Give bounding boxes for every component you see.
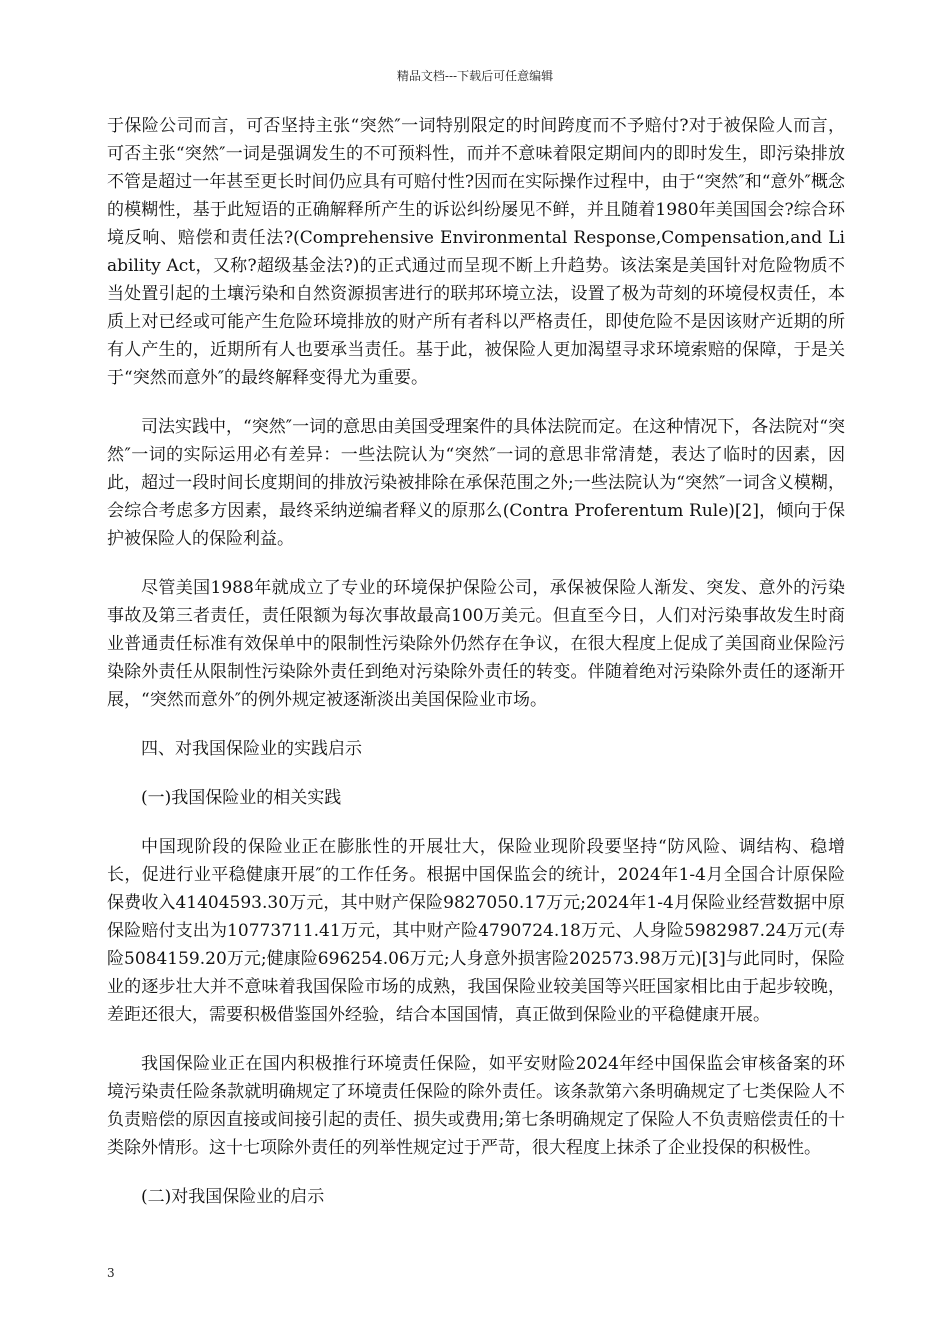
- document-body: [107, 112, 845, 1232]
- subheading-implications: (二)对我国保险业的启示: [141, 1187, 325, 1207]
- page-header: 精品文档---下载后可任意编辑: [396, 69, 554, 83]
- page-number: 3: [107, 1266, 115, 1280]
- paragraph-us-insurance: 尽管美国1988年就成立了专业的环境保护保险公司，承保被保险人渐发、突发、意外的污染事故及第三者责任，责任限额为每次事故最高100万美元。但直至今日，人们对污染事故发生时商业普通责任标准有效保单中的限制性污染除外仍然存在争议，在很大程度上促成了美国商业保险污染除外责任从限制性污染除外责任到绝对污染除外责任的转变。伴随着绝对污染除外责任的逐渐开展，“突然而意外″的例外规定被逐渐淡出美国保险业市场。: [107, 578, 845, 710]
- paragraph-continuation: 于保险公司而言，可否坚持主张“突然″一词特别限定的时间跨度而不予赔付?对于被保险人而言，可否主张“突然″一词是强调发生的不可预料性，而并不意味着限定期间内的即时发生，即污染排放不管是超过一年甚至更长时间仍应具有可赔付性?因而在实际操作过程中，由于“突然″和“意外″概念的模糊性，基于此短语的正确解释所产生的诉讼纠纷屡见不鲜，并且随着1980年美国国会?综合环境反响、赔偿和责任法?(Comprehensive Environmental Response,Compensation,and Liability Act，又称?超级基金法?)的正式通过而呈现不断上升趋势。该法案是美国针对危险物质不当处置引起的土壤污染和自然资源损害进行的联邦环境立法，设置了极为苛刻的环境侵权责任，本质上对已经或可能产生危险环境排放的财产所有者科以严格责任，即使危险不是因该财产近期的所有人产生的，近期所有人也要承当责任。基于此，被保险人更加渴望寻求环境索赔的保障，于是关于“突然而意外″的最终解释变得尤为重要。: [107, 116, 845, 388]
- subheading-practice: (一)我国保险业的相关实践: [141, 788, 342, 808]
- paragraph-environmental-liability: 我国保险业正在国内积极推行环境责任保险，如平安财险2024年经中国保监会审核备案的环境污染责任险条款就明确规定了环境责任保险的除外责任。该条款第六条明确规定了七类保险人不负责赔偿的原因直接或间接引起的责任、损失或费用;第七条明确规定了保险人不负责赔偿责任的十类除外情形。这十七项除外责任的列举性规定过于严苛，很大程度上抹杀了企业投保的积极性。: [107, 1054, 845, 1158]
- paragraph-china-insurance: 中国现阶段的保险业正在膨胀性的开展壮大，保险业现阶段要坚持“防风险、调结构、稳增长，促进行业平稳健康开展″的工作任务。根据中国保监会的统计，2024年1-4月全国合计原保险保费收入41404593.30万元，其中财产保险9827050.17万元;2024年1-4月保险业经营数据中原保险赔付支出为10773711.41万元，其中财产险4790724.18万元、人身险5982987.24万元(寿险5084159.20万元;健康险696254.06万元;人身意外损害险202573.98万元)[3]与此同时，保险业的逐步壮大并不意味着我国保险市场的成熟，我国保险业较美国等兴旺国家相比由于起步较晚，差距还很大，需要积极借鉴国外经验，结合本国国情，真正做到保险业的平稳健康开展。: [107, 837, 845, 1025]
- paragraph-judicial-practice: 司法实践中，“突然″一词的意思由美国受理案件的具体法院而定。在这种情况下，各法院对“突然″一词的实际运用必有差异：一些法院认为“突然″一词的意思非常清楚，表达了临时的因素，因此，超过一段时间长度期间的排放污染被排除在承保范围之外;一些法院认为“突然″一词含义模糊，会综合考虑多方因素，最终采纳逆编者释义的原那么(Contra Proferentum Rule)[2]，倾向于保护被保险人的保险利益。: [107, 417, 845, 549]
- section-heading: 四、对我国保险业的实践启示: [141, 739, 362, 759]
